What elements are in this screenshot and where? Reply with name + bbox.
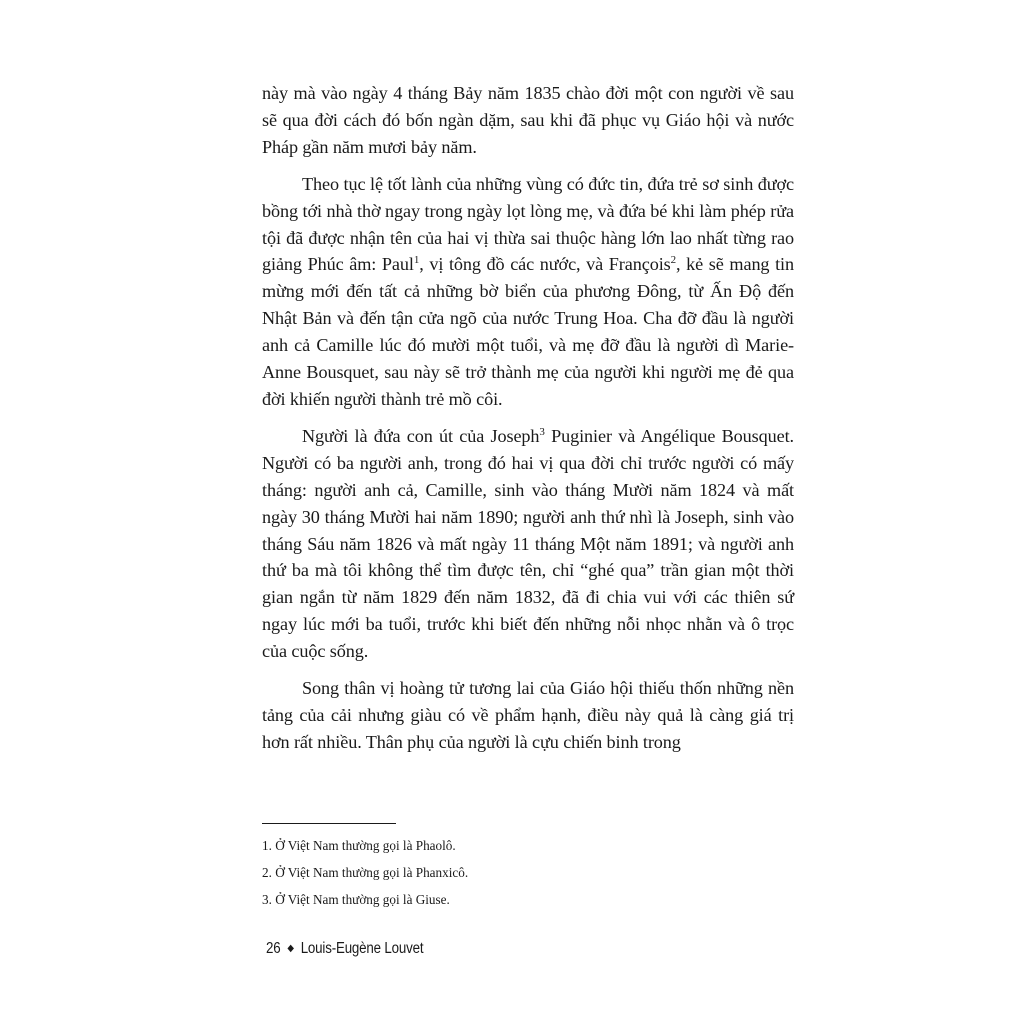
running-author: Louis-Eugène Louvet	[300, 940, 424, 957]
paragraph-3-text-b: Puginier và Angélique Bousquet. Người có ba người anh, trong đó hai vị qua đời chỉ trước người có mấy tháng: người anh cả, Camille, sinh vào tháng Mười năm 1824 và mất ngày 30 tháng Mười hai năm 1890; người anh thứ nhì là Joseph, sinh vào tháng Sáu năm 1826 và mất ngày 11 tháng Một năm 1891; và người anh thứ ba mà tôi không thể tìm được tên, chỉ “ghé qua” trần gian một thời gian ngắn từ năm 1829 đến năm 1832, đã đi chia vui với các thiên sứ ngay lúc mới ba tuổi, trước khi biết đến những nỗi nhọc nhằn và ô trọc của cuộc sống.	[262, 425, 794, 662]
paragraph-2-text-a: Theo tục lệ tốt lành của những vùng có đức tin, đứa trẻ sơ sinh được bồng tới nhà thờ ngay trong ngày lọt lòng mẹ, và đứa bé khi làm phép rửa tội đã được nhận tên của hai vị thừa sai thuộc hàng lớn lao nhất từng rao giảng Phúc âm: Paul	[262, 173, 794, 275]
footnotes-list	[262, 832, 794, 913]
page-footer	[266, 940, 423, 958]
book-page-body	[262, 80, 794, 756]
paragraph-4: Song thân vị hoàng tử tương lai của Giáo hội thiếu thốn những nền tảng của cải nhưng giàu có về phẩm hạnh, điều này quả là càng giá trị hơn rất nhiều. Thân phụ của người là cựu chiến binh trong	[262, 678, 794, 752]
page-number: 26	[266, 940, 281, 957]
paragraph-3-text-a: Người là đứa con út của Joseph	[302, 425, 540, 446]
footnote-ref-2: 2	[670, 254, 677, 267]
diamond-separator-icon: ◆	[287, 943, 294, 954]
paragraph-2-text-b: , vị tông đồ các nước, và François	[419, 254, 671, 275]
paragraph-2-text-c: , kẻ sẽ mang tin mừng mới đến tất cả những bờ biển của phương Đông, từ Ấn Độ đến Nhật Bản và đến tận cửa ngõ của nước Trung Hoa. Cha đỡ đầu là người anh cả Camille lúc đó mười một tuổi, và mẹ đỡ đầu là người dì Marie-Anne Bousquet, sau này sẽ trở thành mẹ của người khi người mẹ đẻ qua đời khiến người thành trẻ mồ côi.	[262, 254, 794, 409]
paragraph-1: này mà vào ngày 4 tháng Bảy năm 1835 chào đời một con người về sau sẽ qua đời cách đó bốn ngàn dặm, sau khi đã phục vụ Giáo hội và nước Pháp gần năm mươi bảy năm.	[262, 83, 794, 157]
footnote-1: 1. Ở Việt Nam thường gọi là Phaolô.	[262, 838, 456, 853]
footnote-ref-3: 3	[539, 425, 545, 438]
footnote-3: 3. Ở Việt Nam thường gọi là Giuse.	[262, 892, 450, 907]
paragraph-3	[262, 423, 794, 665]
footnote-2: 2. Ở Việt Nam thường gọi là Phanxicô.	[262, 865, 469, 880]
paragraph-2	[262, 171, 794, 413]
footnote-ref-1: 1	[413, 254, 420, 267]
footnote-divider	[262, 823, 396, 824]
